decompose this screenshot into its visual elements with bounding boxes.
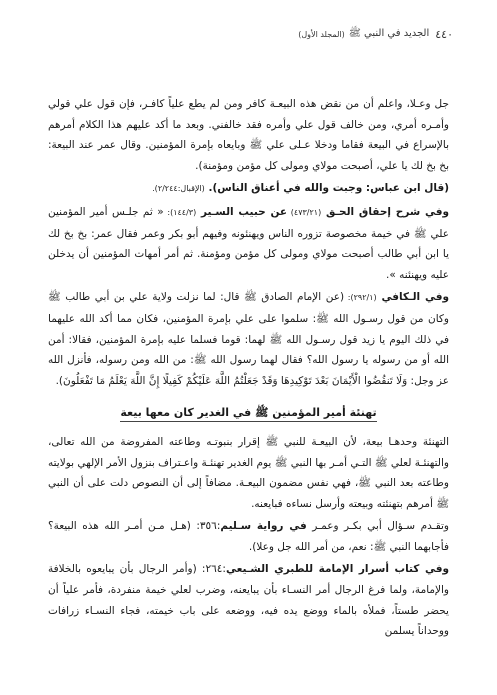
text-run: :٣٥٦: (هـل مـن أمـر الله هذه البيعة؟ فأجابهما النبي ﷺ: نعم، من أمر الله جل وعلا). [48, 520, 449, 553]
citation-ref: (الإقبال:٢/٢٤٤). [152, 184, 205, 194]
citation-ref: (٢٩٢/١): [344, 293, 377, 303]
paragraph [48, 94, 449, 176]
bold-source: (قال ابن عباس: وجبت والله في أعناق الناس). [204, 182, 449, 195]
section-heading [48, 403, 449, 424]
bold-source: في رواية سـليم [220, 520, 307, 533]
text-run: (عن الإمام الصادق ﷺ قال: لما نزلت ولاية علي بن أبي طالب ﷺ وكان من قول رسـول الله ﷺ: سلموا على علي بإمرة المؤمنين، فكان مما أكد الله عليهما في ذلك اليوم يا زيد قول رسـول الله ﷺ لهما: قوما فسلما عليه بإمرة المؤمنين، فقالا: أمن الله أو من رسوله يا رسول الله؟ فقال لهما رسول الله ﷺ: من الله ومن رسوله، فأنزل الله عز وجل: وَلَا تَنقُضُوا الْأَيْمَانَ بَعْدَ تَوْكِيدِهَا وَقَدْ جَعَلْتُمُ اللَّهَ عَلَيْكُمْ كَفِيلًا إِنَّ اللَّهَ يَعْلَمُ مَا تَفْعَلُونَ). [48, 291, 449, 387]
paragraph-group-2 [48, 432, 449, 642]
text-run: جل وعـلا، واعلم أن من نقض هذه البيعـة كافر ومن لم يطع علياً كافـر، فإن قول علي قولي وأمـره أمري، ومن خالف قول علي وأمره فقد خالفني. وبعد ما أكد عليهم هذا الكلام أمرهم بالإسراع في البيعة فقاما ودخلا عـلى علي ﷺ وبايعاه بإمرة المؤمنين. وقال عمر عند البيعة: بخ بخ لك يا علي، أصبحت مولاي ومولى كل مؤمن ومؤمنة). [48, 98, 449, 172]
bold-source: عن حبيب السـير [196, 205, 288, 218]
text-run: وتقـدم سـؤال أبي بكـر وعمـر [306, 520, 450, 533]
citation-ref: (١٤٤/٣): [163, 207, 197, 217]
running-header [44, 26, 453, 42]
text-run: :٢٦٤: (وأمر الرجال بأن يبايعوه بالخلافة والإمامة، ولما فرغ الرجال أمر النسـاء بأن يبايعنه، وضرب لعلي خيمة منفردة، فأمر علياً أن يحضر طستاً، فملأه بالماء ووضع يده فيه، ووضعه على باب خيمته، فجاء النسـاء زرافات ووحداناً يسلمن [48, 563, 449, 638]
paragraph [48, 202, 449, 285]
page-body [48, 94, 449, 642]
citation-ref: (٤٧٣/٢١) [287, 207, 322, 217]
text-run: التهنئة وحدهـا بيعة، لأن البيعـة للنبي ﷺ إقرار بنبوتـه وطاعته المفروضة من الله تعالى، والتهنئـة لعلي ﷺ التـي أمـر بها النبي ﷺ يوم الغدير تهنئـة واعـتراف بنزول الأمر الإلهي بولايته وطاعته بعد النبي ﷺ، فهي نفس مضمون البيعـة. مضافاً إلى أن النصوص دلت على أن النبي ﷺ أمرهم بتهنئته وبيعته وأرسل نساءه فبايعنه. [48, 435, 449, 510]
bold-source: وفي كتاب أسرار الإمامة للطبري الشـيعي [225, 563, 449, 576]
paragraph [48, 432, 449, 514]
bold-source: وفي الـكافي [376, 291, 450, 304]
bold-source: وفي شرح إحقاق الحـق [321, 205, 450, 218]
paragraph [48, 178, 449, 200]
book-title: الجديد في النبي ﷺ [348, 28, 430, 39]
page-number: ٤٤٠ [435, 27, 453, 41]
paragraph [48, 559, 449, 641]
paragraph [48, 516, 449, 557]
paragraph-group-1 [48, 94, 449, 391]
text-run: « ثم جلـس أمير المؤمنين علي ﷺ في خيمة مخصوصة تزوره الناس ويهنئونه وفيهم أبو بكر وعمر فقال عمر: بخ بخ لك يا ابن أبي طالب أصبحت مولاي ومولى كل مؤمن ومؤمنة. ثم أمر أمهات المؤمنين أن يدخلن عليه ويهنئنه ». [48, 205, 449, 281]
volume-label: (المجلد الأول) [298, 29, 345, 39]
section-heading-text: تهنئة أمير المؤمنين ﷺ في الغدير كان معها بيعة [120, 406, 376, 422]
paragraph [48, 287, 449, 391]
